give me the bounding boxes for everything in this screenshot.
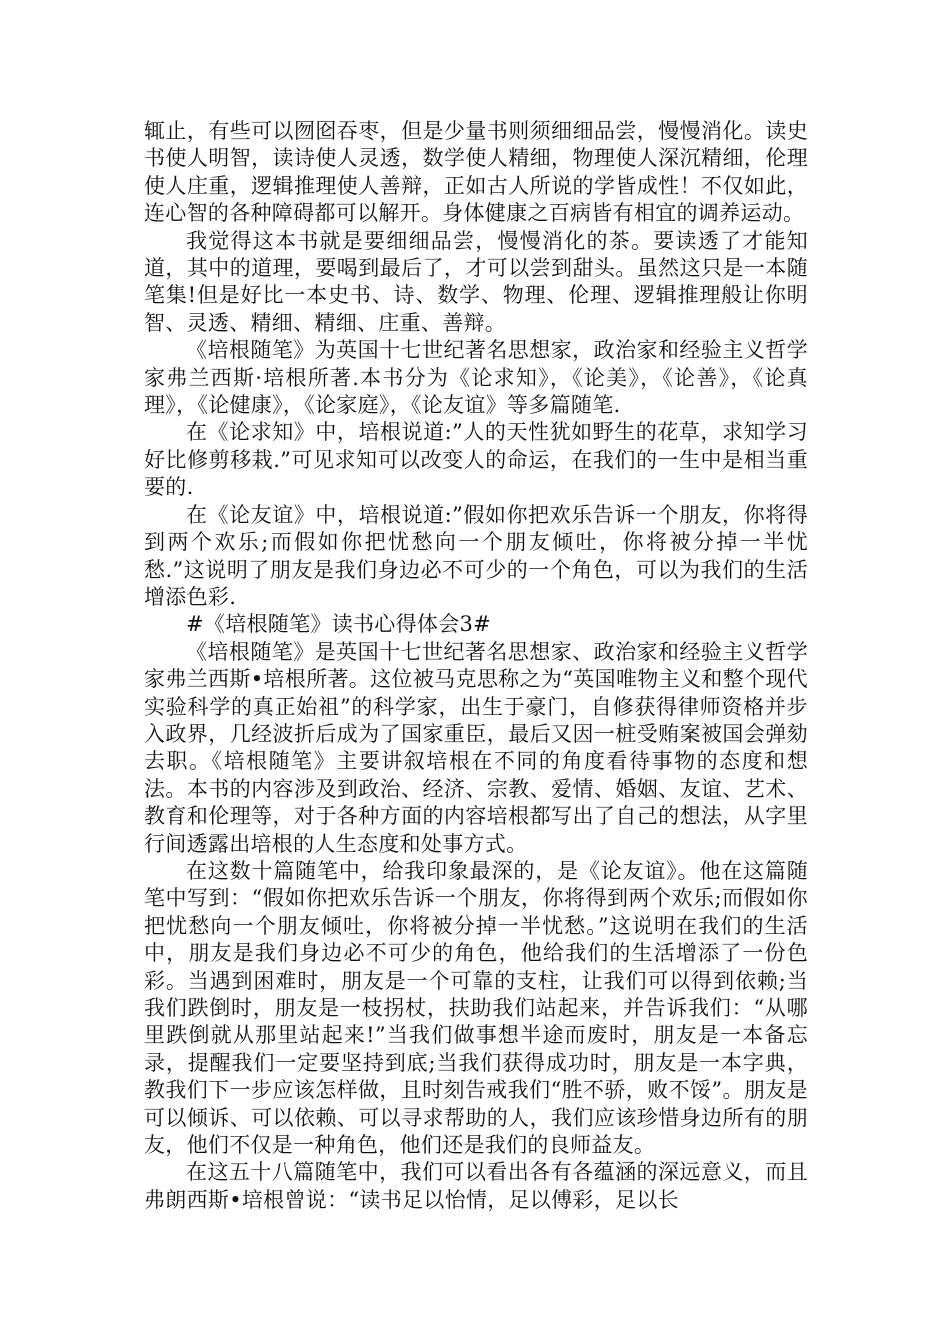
paragraph-5: 在《论友谊》中，培根说道:”假如你把欢乐告诉一个朋友，你将得到两个欢乐;而假如你把忧愁向一个朋友倾吐，你将被分掉一半忧愁.”这说明了朋友是我们身边必不可少的一个角色，可以为我们的生活增添色彩. [144,502,808,609]
paragraph-4: 在《论求知》中，培根说道:”人的天性犹如野生的花草，求知学习好比修剪移栽.”可见求知可以改变人的命运，在我们的一生中是相当重要的. [144,420,808,500]
paragraph-3: 《培根随笔》为英国十七世纪著名思想家，政治家和经验主义哲学家弗兰西斯·培根所著.本书分为《论求知》，《论美》，《论善》，《论真理》，《论健康》，《论家庭》，《论友谊》等多篇随笔. [144,338,808,418]
paragraph-8: 在这五十八篇随笔中，我们可以看出各有各蕴涵的深远意义，而且弗朗西斯•培根曾说：“读书足以怡情，足以傅彩，足以长 [144,1160,808,1212]
paragraph-6: 《培根随笔》是英国十七世纪著名思想家、政治家和经验主义哲学家弗兰西斯•培根所著。这位被马克思称之为“英国唯物主义和整个现代实验科学的真正始祖”的科学家，出生于豪门，自修获得律师资格并步入政界，几经波折后成为了国家重臣，最后又因一桩受贿案被国会弹劾去职。《培根随笔》主要讲叙培根在不同的角度看待事物的态度和想法。本书的内容涉及到政治、经济、宗教、爱情、婚姻、友谊、艺术、教育和伦理等，对于各种方面的内容培根都写出了自己的想法，从字里行间透露出培根的人生态度和处事方式。 [144,639,808,856]
paragraph-2: 我觉得这本书就是要细细品尝，慢慢消化的茶。要读透了才能知道，其中的道理，要喝到最后了，才可以尝到甜头。虽然这只是一本随笔集!但是好比一本史书、诗、数学、物理、伦理、逻辑推理般让你明智、灵透、精细、精细、庄重、善辩。 [144,228,808,335]
paragraph-1: 辄止，有些可以囫囵吞枣，但是少量书则须细细品尝，慢慢消化。读史书使人明智，读诗使人灵透，数学使人精细，物理使人深沉精细，伦理使人庄重，逻辑推理使人善辩，正如古人所说的学皆成性！不仅如此，连心智的各种障碍都可以解开。身体健康之百病皆有相宜的调养运动。 [144,119,808,226]
section-heading: #《培根随笔》读书心得体会3# [186,612,492,637]
paragraph-7: 在这数十篇随笔中，给我印象最深的，是《论友谊》。他在这篇随笔中写到：“假如你把欢乐告诉一个朋友，你将得到两个欢乐;而假如你把忧愁向一个朋友倾吐，你将被分掉一半忧愁。”这说明在我们的生活中，朋友是我们身边必不可少的角色，他给我们的生活增添了一份色彩。当遇到困难时，朋友是一个可靠的支柱，让我们可以得到依赖;当我们跌倒时，朋友是一枝拐杖，扶助我们站起来，并告诉我们：“从哪里跌倒就从那里站起来!”当我们做事想半途而废时，朋友是一本备忘录，提醒我们一定要坚持到底;当我们获得成功时，朋友是一本字典，教我们下一步应该怎样做，且时刻告戒我们“胜不骄，败不馁”。朋友是可以倾诉、可以依赖、可以寻求帮助的人，我们应该珍惜身边所有的朋友，他们不仅是一种角色，他们还是我们的良师益友。 [144,858,808,1158]
document-body [144,118,808,1214]
